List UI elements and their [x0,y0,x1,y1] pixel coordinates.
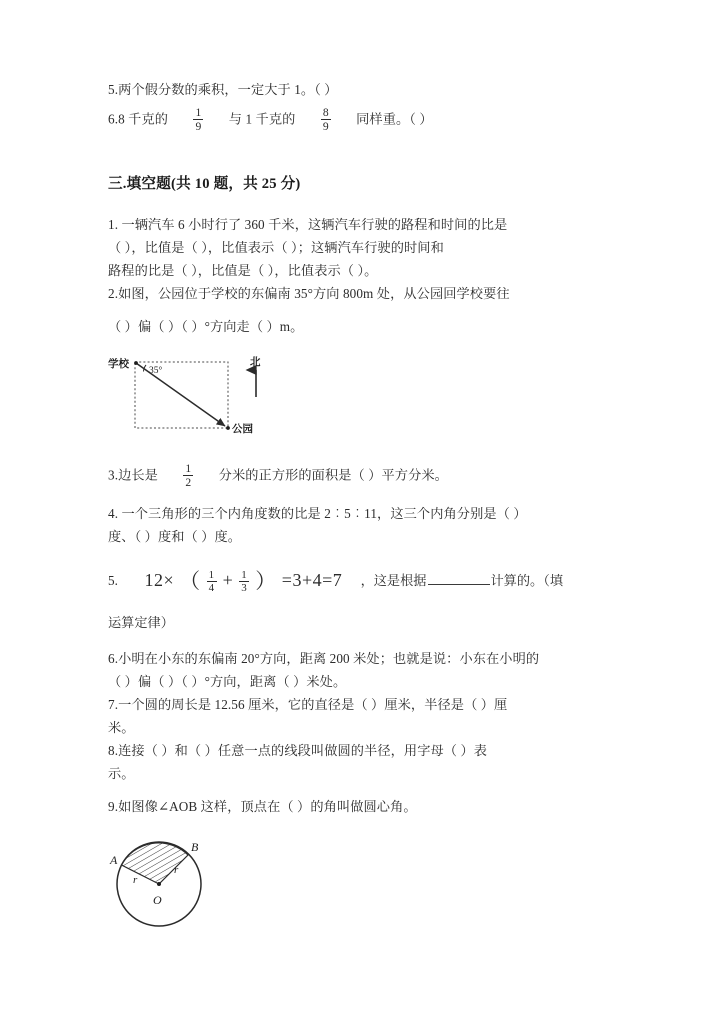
fraction-eight-ninths [321,106,331,133]
map-school-label: 学校 [108,357,129,370]
question-1-line-2: （ ），比值是（ ），比值表示（ ）；这辆汽车行驶的时间和 [108,240,444,256]
question-6-line-2: （ ）偏（ ）（ ）°方向，距离（ ）米处。 [108,673,347,689]
equation-plus: + [222,569,234,590]
question-5-number: 5. [108,572,118,588]
question-9-line-1: 9.如图像∠AOB 这样，顶点在（ ）的角叫做圆心角。 [108,799,417,815]
fraction-one-half [183,462,193,489]
fraction-numerator: 1 [241,568,248,581]
question-1 [108,213,614,282]
equation-paren-close: ） [255,568,277,593]
fraction-numerator: 1 [208,568,215,581]
question-tf-5 [108,78,614,101]
map-park-point [226,426,230,430]
fraction-denominator: 4 [208,582,215,595]
question-9 [108,795,614,818]
question-tf-6-part3: 同样重。（ ） [356,111,433,127]
question-1-line-3: 路程的比是（ ），比值是（ ），比值表示（ ）。 [108,263,378,279]
question-8-line-1: 8.连接（ ）和（ ）任意一点的线段叫做圆的半径，用字母（ ）表 [108,743,488,759]
map-angle-label: 35° [149,365,163,376]
question-7-line-2: 米。 [108,719,135,735]
circle-label-a: A [110,853,118,868]
section-heading-fill-in-blank [108,172,614,193]
fraction-numerator: 1 [185,461,192,475]
question-8-line-2: 示。 [108,766,135,782]
question-tf-6-part1: 6.8 千克的 [108,111,169,127]
question-2-line-2: （ ）偏（ ）（ ）°方向走（ ）m。 [108,319,304,335]
circle-central-angle-svg [108,828,248,934]
page-content [108,78,614,936]
question-5-after-text: ，这是根据 [360,572,427,588]
question-2 [108,282,614,338]
question-1-line-1: 1. 一辆汽车 6 小时行了 360 千米，这辆汽车行驶的路程和时间的比是 [108,217,508,233]
fraction-denominator: 3 [241,582,248,595]
question-7 [108,693,614,739]
school-park-map-svg [108,353,308,449]
question-6-line-1: 6.小明在小东的东偏南 20°方向，距离 200 米处；也就是说：小东在小明的 [108,650,540,666]
map-school-point [134,361,138,365]
question-5-after-text-2: 计算的。（填 [490,572,564,588]
question-5-blank-line[interactable] [428,572,490,584]
fraction-numerator: 8 [322,106,329,120]
circle-label-radius-right: r [174,864,179,877]
question-7-line-1: 7.一个圆的周长是 12.56 厘米，它的直径是（ ）厘米，半径是（ ）厘 [108,696,508,712]
question-5 [108,562,614,635]
fraction-denominator: 9 [195,120,202,134]
question-3-part2: 分米的正方形的面积是（ ）平方分米。 [218,467,448,483]
question-8 [108,739,614,785]
equation-paren-open: （ [179,568,201,593]
question-3 [108,463,614,490]
question-tf-6 [108,107,614,134]
fraction-one-fourth [207,569,217,595]
fraction-one-ninth [193,106,203,133]
question-3-part1: 3.边长是 [108,467,158,483]
question-6 [108,647,614,693]
map-north-label: 北 [250,355,261,368]
question-tf-5-text: 5.两个假分数的乘积，一定大于 1。（ ） [108,82,338,97]
fraction-numerator: 1 [195,106,202,120]
fraction-one-third [239,569,249,595]
map-park-label: 公园 [232,422,253,435]
question-5-equation [144,568,347,595]
fraction-denominator: 9 [322,120,329,134]
equation-lead: 12× [144,569,175,590]
question-tf-6-part2: 与 1 千克的 [228,111,296,127]
circle-label-b: B [191,840,199,855]
figure-circle-central-angle [108,828,614,936]
question-4-line-1: 4. 一个三角形的三个内角度数的比是 2︰5︰11，这三个内角分别是（ ） [108,505,527,521]
question-2-line-1: 2.如图，公园位于学校的东偏南 35°方向 800m 处，从公园回学校要往 [108,286,510,302]
circle-center-point [157,882,161,886]
question-4 [108,502,614,548]
circle-label-center: O [153,893,162,908]
question-4-line-2: 度、（ ）度和（ ）度。 [108,528,242,544]
question-5-line-2: 运算定律） [108,614,174,630]
fraction-denominator: 2 [185,475,192,489]
figure-school-park-map [108,353,614,449]
section-heading-text: 三.填空题(共 10 题，共 25 分) [108,176,301,193]
circle-label-radius-left: r [133,874,138,887]
equation-tail: =3+4=7 [281,569,343,590]
